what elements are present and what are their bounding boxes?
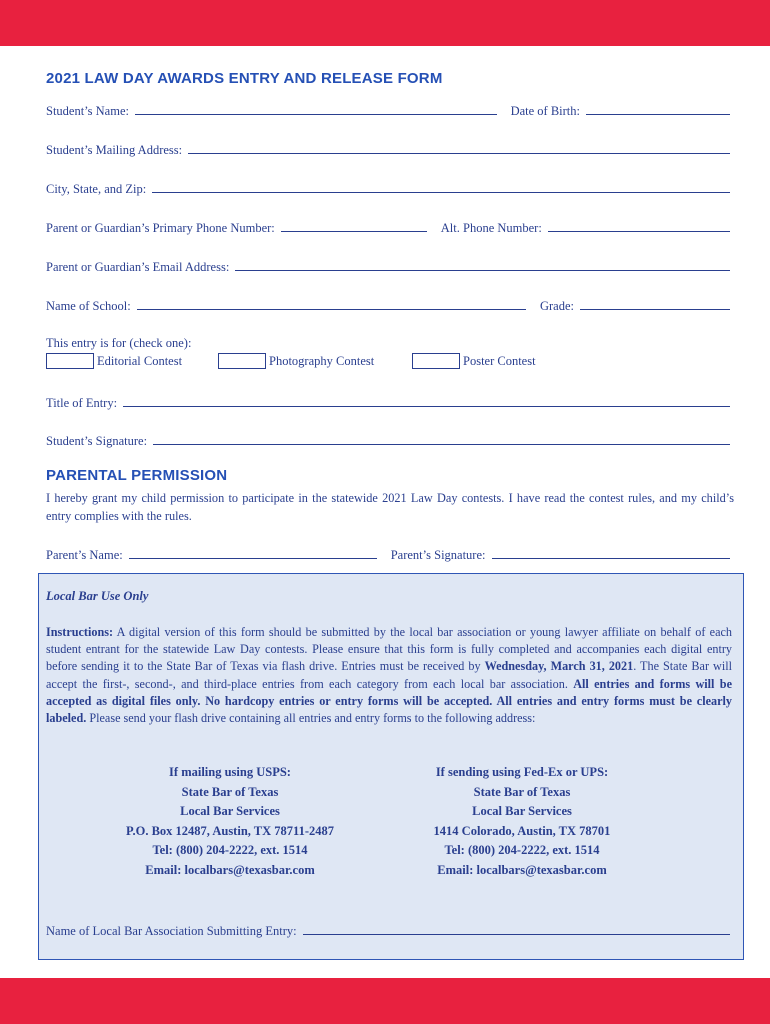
photography-option[interactable]: [218, 352, 374, 370]
school-label: Name of School:: [46, 299, 131, 313]
photography-checkbox[interactable]: [218, 353, 266, 369]
instructions-label: Instructions:: [46, 625, 114, 639]
usps-dept: Local Bar Services: [180, 804, 280, 818]
bottom-red-band: [0, 978, 770, 1024]
dob-label: Date of Birth:: [510, 104, 580, 118]
school-row: [46, 295, 730, 313]
parental-permission-text: I hereby grant my child permission to participate in the statewide 2021 Law Day contests. I have read the contest rules, and my child’s entry complies with the rules.: [46, 491, 734, 523]
fedex-address: [372, 763, 672, 880]
association-row: [46, 920, 730, 938]
alt-phone-label: Alt. Phone Number:: [440, 221, 542, 235]
editorial-label: Editorial Contest: [97, 353, 183, 368]
parent-signature-field[interactable]: [492, 558, 731, 559]
city-state-zip-field[interactable]: [152, 192, 730, 193]
usps-address: [80, 763, 380, 880]
title-of-entry-label: Title of Entry:: [46, 396, 118, 410]
title-of-entry-field[interactable]: [123, 406, 730, 407]
instructions-part-3: Please send your flash drive containing all entries and entry forms to the following address:: [86, 711, 536, 726]
parent-signature-label: Parent’s Signature:: [390, 548, 486, 562]
fedex-street: 1414 Colorado, Austin, TX 78701: [433, 823, 611, 838]
usps-street: P.O. Box 12487, Austin, TX 78711-2487: [125, 823, 335, 838]
deadline: Wednesday, March 31, 2021: [484, 659, 634, 674]
alt-phone-field[interactable]: [548, 231, 730, 232]
poster-label: Poster Contest: [463, 353, 536, 368]
dob-field[interactable]: [586, 114, 730, 115]
student-name-field[interactable]: [135, 114, 497, 115]
association-label: Name of Local Bar Association Submitting Entry:: [46, 924, 297, 938]
association-field[interactable]: [303, 934, 730, 935]
mailing-address-label: Student’s Mailing Address:: [46, 143, 183, 157]
phone-row: [46, 217, 730, 235]
fedex-org: State Bar of Texas: [473, 784, 571, 799]
email-label: Parent or Guardian’s Email Address:: [46, 260, 230, 274]
instructions-text: [46, 624, 732, 727]
poster-option[interactable]: [412, 352, 536, 370]
form-title: 2021 LAW DAY AWARDS ENTRY AND RELEASE FORM: [46, 70, 443, 87]
fedex-phone: Tel: (800) 204-2222, ext. 1514: [444, 843, 600, 857]
mailing-address-field[interactable]: [188, 153, 730, 154]
student-signature-label: Student’s Signature:: [46, 434, 148, 448]
poster-checkbox[interactable]: [412, 353, 460, 369]
city-state-zip-label: City, State, and Zip:: [46, 182, 147, 196]
student-name-label: Student’s Name:: [46, 104, 129, 118]
instructions-part-2: . The State Bar will accept the first-, second-, and third-place entries from each category from each local bar association.: [46, 659, 732, 691]
instructions-part-1: A digital version of this form should be submitted by the local bar association or young lawyer affiliate on behalf of each student entrant for the statewide Law Day contests. Please ensure that this form is fully completed and accompanies each digital entry before sending it to the State Bar of Texas via flash drive. Entries must be received by: [46, 625, 732, 674]
parental-permission-heading: PARENTAL PERMISSION: [46, 467, 228, 484]
parent-name-label: Parent’s Name:: [46, 548, 123, 562]
usps-org: State Bar of Texas: [181, 784, 279, 799]
student-signature-field[interactable]: [153, 444, 730, 445]
usps-heading: If mailing using USPS:: [169, 765, 291, 779]
email-field[interactable]: [235, 270, 730, 271]
entry-type-prompt: This entry is for (check one):: [46, 336, 192, 350]
primary-phone-field[interactable]: [281, 231, 427, 232]
local-bar-title: Local Bar Use Only: [46, 589, 149, 603]
school-field[interactable]: [137, 309, 526, 310]
fedex-email: Email: localbars@texasbar.com: [437, 862, 607, 877]
top-red-band: [0, 0, 770, 46]
mailing-address-row: [46, 139, 730, 157]
parent-row: [46, 544, 730, 562]
email-row: [46, 256, 730, 274]
grade-field[interactable]: [580, 309, 730, 310]
grade-label: Grade:: [539, 299, 574, 313]
student-name-row: [46, 100, 730, 118]
editorial-checkbox[interactable]: [46, 353, 94, 369]
primary-phone-label: Parent or Guardian’s Primary Phone Number:: [46, 221, 275, 235]
usps-email: Email: localbars@texasbar.com: [145, 862, 315, 877]
editorial-option[interactable]: [46, 352, 182, 370]
instructions-bold: All entries and forms will be accepted as digital files only. No hardcopy entries or entry forms will be accepted. All entries and entry forms must be clearly labeled.: [46, 676, 732, 726]
usps-phone: Tel: (800) 204-2222, ext. 1514: [152, 843, 308, 857]
parent-name-field[interactable]: [129, 558, 377, 559]
title-of-entry-row: [46, 392, 730, 410]
city-state-zip-row: [46, 178, 730, 196]
fedex-dept: Local Bar Services: [472, 804, 572, 818]
student-signature-row: [46, 430, 730, 448]
photography-label: Photography Contest: [269, 353, 375, 368]
fedex-heading: If sending using Fed-Ex or UPS:: [435, 765, 609, 779]
